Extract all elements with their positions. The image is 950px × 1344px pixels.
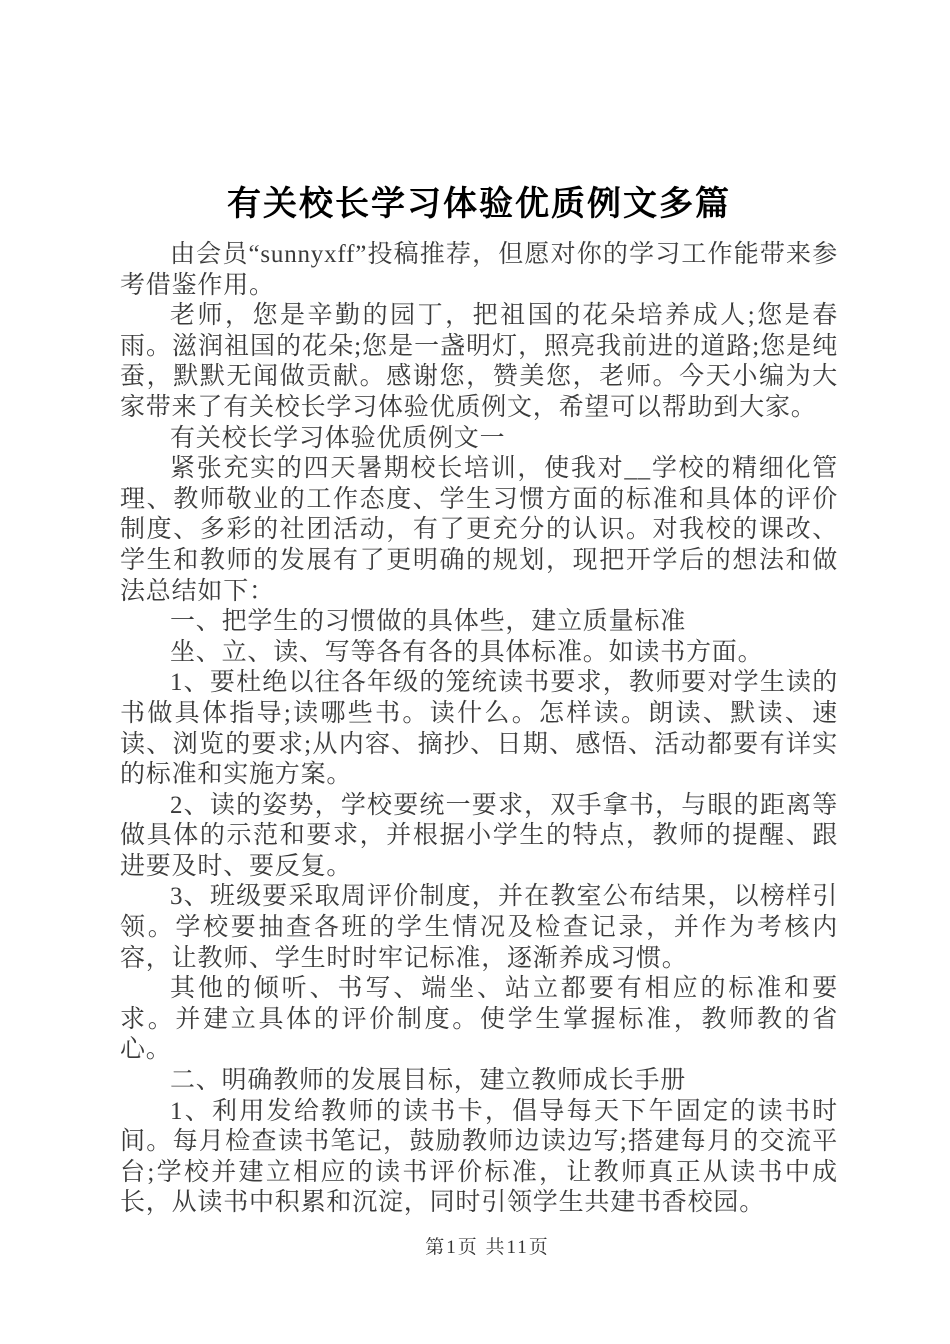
document-title: 有关校长学习体验优质例文多篇 (227, 186, 731, 223)
paragraph: 由会员“sunnyxff”投稿推荐，但愿对你的学习工作能带来参考借鉴作用。 (120, 241, 838, 299)
paragraph: 老师，您是辛勤的园丁，把祖国的花朵培养成人;您是春雨。滋润祖国的花朵;您是一盏明灯，照亮我前进的道路;您是纯蚕，默默无闻做贡献。感谢您，赞美您，老师。今天小编为大家带来了有关校长学习体验优质例文，希望可以帮助到大家。 (120, 302, 838, 421)
paragraph: 1、利用发给教师的读书卡，倡导每天下午固定的读书时间。每月检查读书笔记，鼓励教师边读边写;搭建每月的交流平台;学校并建立相应的读书评价标准，让教师真正从读书中成长，从读书中积累和沉淀，同时引领学生共建书香校园。 (120, 1097, 838, 1217)
paragraph: 坐、立、读、写等各有各的具体标准。如读书方面。 (170, 638, 764, 666)
paragraph: 3、班级要采取周评价制度，并在教室公布结果，以榜样引领。学校要抽查各班的学生情况及检查记录，并作为考核内容，让教师、学生时时牢记标准，逐渐养成习惯。 (120, 883, 838, 972)
paragraph: 1、要杜绝以往各年级的笼统读书要求，教师要对学生读的书做具体指导;读哪些书。读什么。怎样读。朗读、默读、速读、浏览的要求;从内容、摘抄、日期、感悟、活动都要有详实的标准和实施方案。 (120, 669, 838, 789)
page-footer (25, 1236, 950, 1260)
paragraph: 有关校长学习体验优质例文一 (170, 424, 506, 452)
paragraph: 一、把学生的习惯做的具体些，建立质量标准 (170, 608, 687, 636)
document-body (120, 240, 838, 1219)
paragraph: 其他的倾听、书写、端坐、站立都要有相应的标准和要求。并建立具体的评价制度。使学生掌握标准，教师教的省心。 (120, 975, 838, 1064)
document-content (120, 186, 838, 1219)
page-number: 第1页 共11页 (425, 1237, 550, 1258)
paragraph: 二、明确教师的发展目标，建立教师成长手册 (170, 1067, 687, 1095)
paragraph: 2、读的姿势，学校要统一要求，双手拿书，与眼的距离等做具体的示范和要求，并根据小学生的特点，教师的提醒、跟进要及时、要反复。 (120, 791, 838, 880)
paragraph: 紧张充实的四天暑期校长培训，使我对__学校的精细化管理、教师敬业的工作态度、学生习惯方面的标准和具体的评价制度、多彩的社团活动，有了更充分的认识。对我校的课改、学生和教师的发展有了更明确的规划，现把开学后的想法和做法总结如下： (120, 455, 838, 605)
